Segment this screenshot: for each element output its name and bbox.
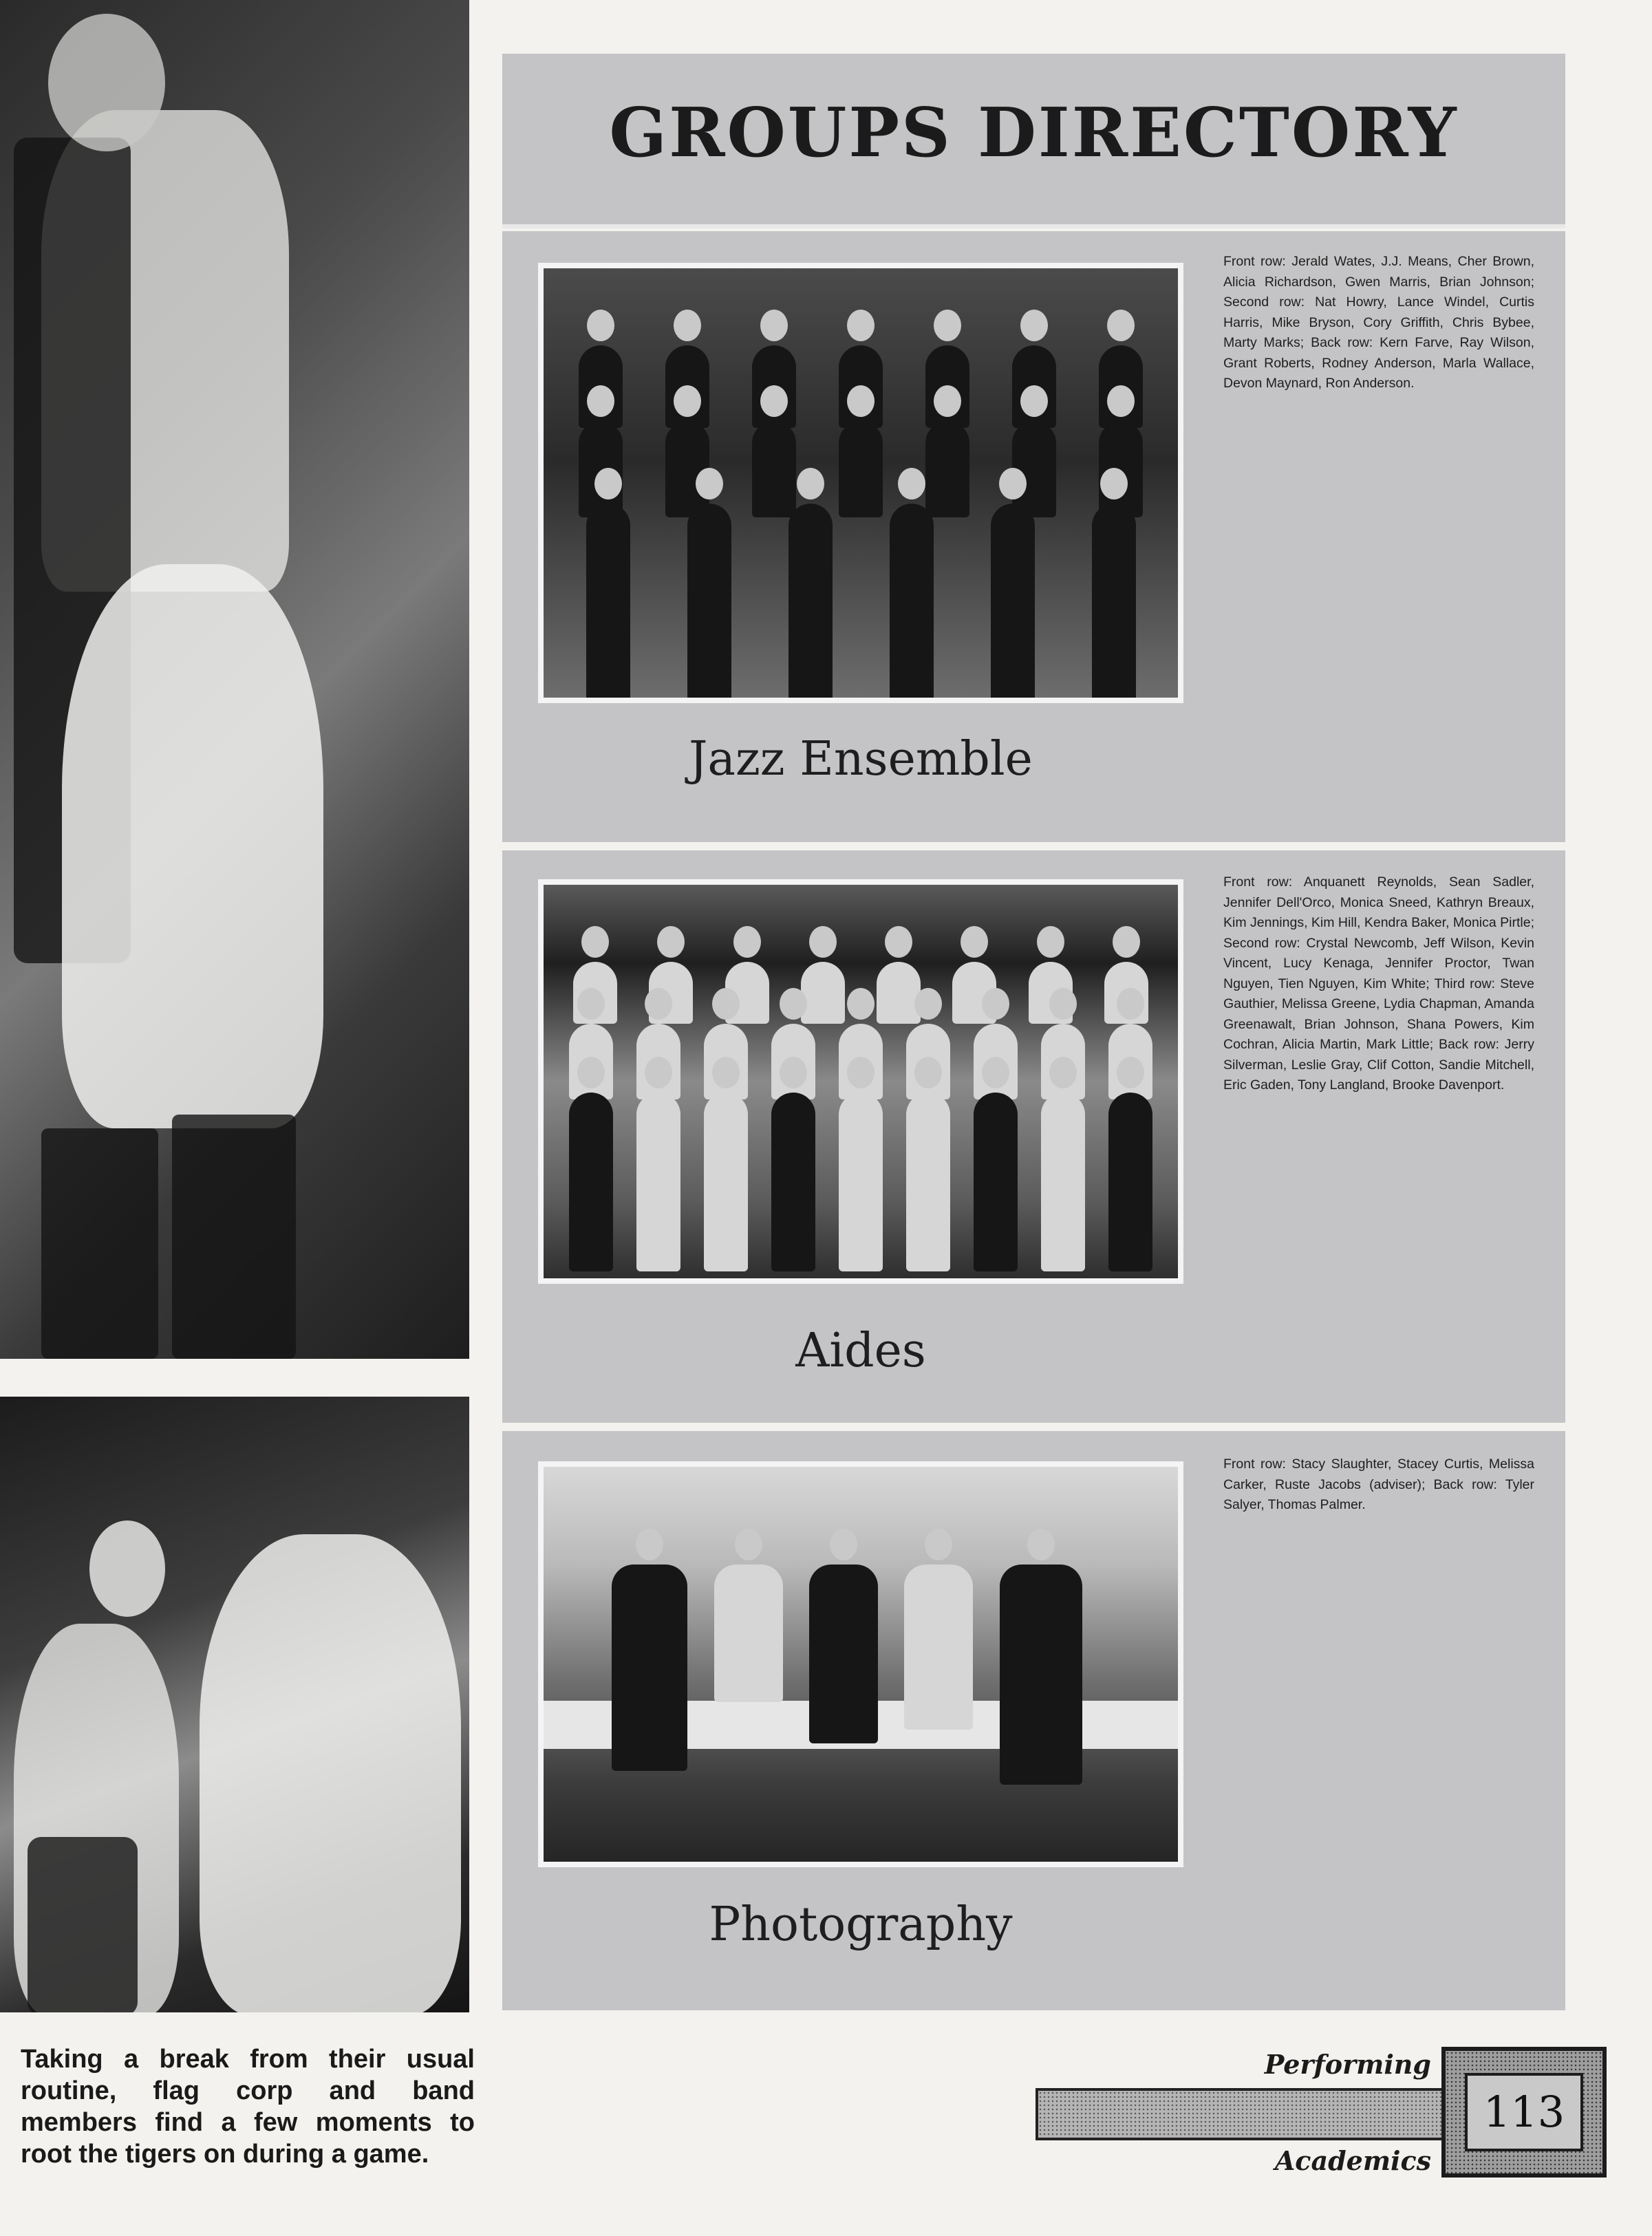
group-panel-jazz-ensemble <box>502 231 1565 842</box>
group-panel-photography <box>502 1431 1565 2010</box>
photography-title: Photography <box>709 1898 1013 1952</box>
page-number-box <box>1441 2047 1607 2178</box>
band-members-photo <box>0 1397 469 2012</box>
performer-photo <box>0 0 469 1359</box>
photo-caption: Taking a break from their usual routine, flag corp and band members find a few moments to root the tigers on during a game. <box>21 2045 475 2169</box>
jazz-ensemble-photo <box>538 263 1183 703</box>
group-panel-aides <box>502 850 1565 1423</box>
jazz-ensemble-title: Jazz Ensemble <box>689 732 1033 786</box>
aides-title: Aides <box>795 1324 926 1378</box>
photography-photo <box>538 1461 1183 1867</box>
page-title: GROUPS DIRECTORY <box>609 94 1459 173</box>
page-number: 113 <box>1465 2073 1583 2151</box>
aides-photo <box>538 879 1183 1284</box>
jazz-ensemble-names: Front row: Jerald Wates, J.J. Means, Cher Brown, Alicia Richardson, Gwen Marris, Brian Johnson; Second row: Nat Howry, Lance Windel, Curtis Harris, Mike Bryson, Cory Griffith, Chris Bybee, Marty Marks; Back row: Kern Farve, Ray Wilson, Grant Roberts, Rodney Anderson, Marla Wallace, Devon Maynard, Ron Anderson. <box>1223 254 1534 391</box>
aides-names: Front row: Anquanett Reynolds, Sean Sadler, Jennifer Dell'Orco, Monica Sneed, Kathryn Breaux, Kim Jennings, Kim Hill, Kendra Baker, Monica Pirtle; Second row: Crystal Newcomb, Jeff Wilson, Kevin Vincent, Lucy Kenaga, Jennifer Proctor, Twan Nguyen, Tien Nguyen, Kim White; Third row: Steve Gauthier, Melissa Greene, Lydia Chapman, Amanda Greenawalt, Brian Johnson, Shana Powers, Kim Cochran, Alicia Martin, Mark Little; Back row: Jerry Silverman, Leslie Gray, Clif Cotton, Sandie Mitchell, Eric Gaden, Tony Langland, Brooke Davenport. <box>1223 874 1534 1093</box>
section-label-bottom: Academics <box>1274 2145 1431 2176</box>
section-label-top: Performing <box>1264 2049 1431 2080</box>
photography-names: Front row: Stacy Slaughter, Stacey Curtis, Melissa Carker, Ruste Jacobs (adviser); Back row: Tyler Salyer, Thomas Palmer. <box>1223 1456 1534 1512</box>
header-banner <box>502 54 1565 228</box>
